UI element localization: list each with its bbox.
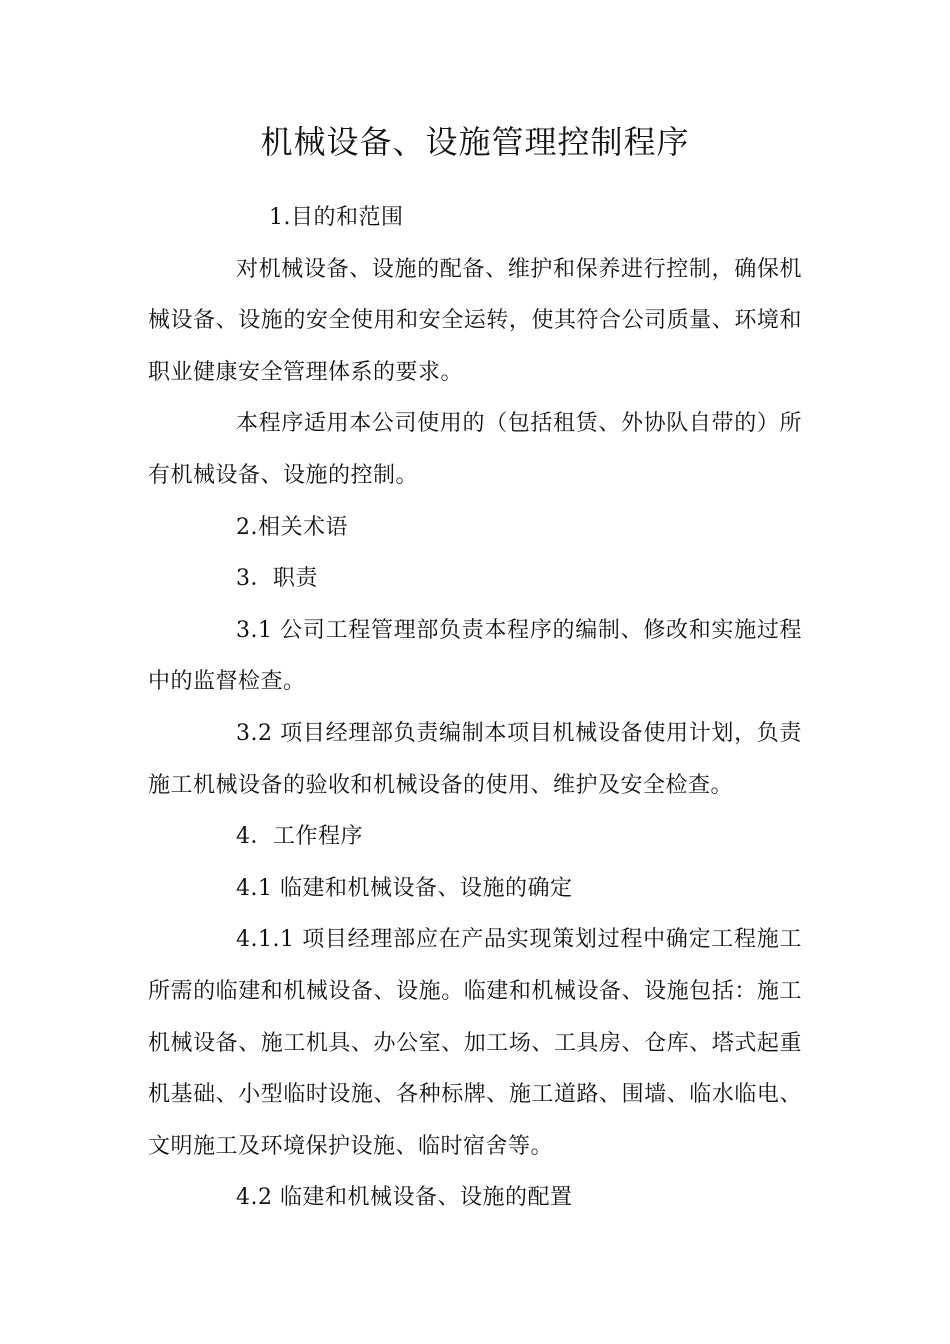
document-body <box>148 192 802 1224</box>
section-heading-work-procedure: 4．工作程序 <box>236 824 363 850</box>
paragraph-responsibility-3-1: 3.1 公司工程管理部负责本程序的编制、修改和实施过程中的监督检查。 <box>148 617 802 695</box>
paragraph-purpose: 对机械设备、设施的配备、维护和保养进行控制，确保机械设备、设施的安全使用和安全运转，使其符合公司质量、环境和职业健康安全管理体系的要求。 <box>148 256 802 385</box>
section-heading-terms: 2.相关术语 <box>236 514 348 540</box>
section-heading-purpose-scope: 1.目的和范围 <box>269 205 404 230</box>
paragraph-scope: 本程序适用本公司使用的（包括租赁、外协队自带的）所有机械设备、设施的控制。 <box>148 411 802 488</box>
paragraph-4-1-1: 4.1.1 项目经理部应在产品实现策划过程中确定工程施工所需的临建和机械设备、设施。临建和机械设备、设施包括：施工机械设备、施工机具、办公室、加工场、工具房、仓库、塔式起重机基础、小型临时设施、各种标牌、施工道路、围墙、临水临电、文明施工及环境保护设施、临时宿舍等。 <box>148 927 802 1159</box>
section-heading-responsibilities: 3．职责 <box>236 566 318 592</box>
subsection-heading-4-2: 4.2 临建和机械设备、设施的配置 <box>236 1185 573 1211</box>
paragraph-responsibility-3-2: 3.2 项目经理部负责编制本项目机械设备使用计划，负责施工机械设备的验收和机械设备的使用、维护及安全检查。 <box>148 720 802 798</box>
subsection-heading-4-1: 4.1 临建和机械设备、设施的确定 <box>236 875 573 901</box>
document-title: 机械设备、设施管理控制程序 <box>260 123 690 161</box>
